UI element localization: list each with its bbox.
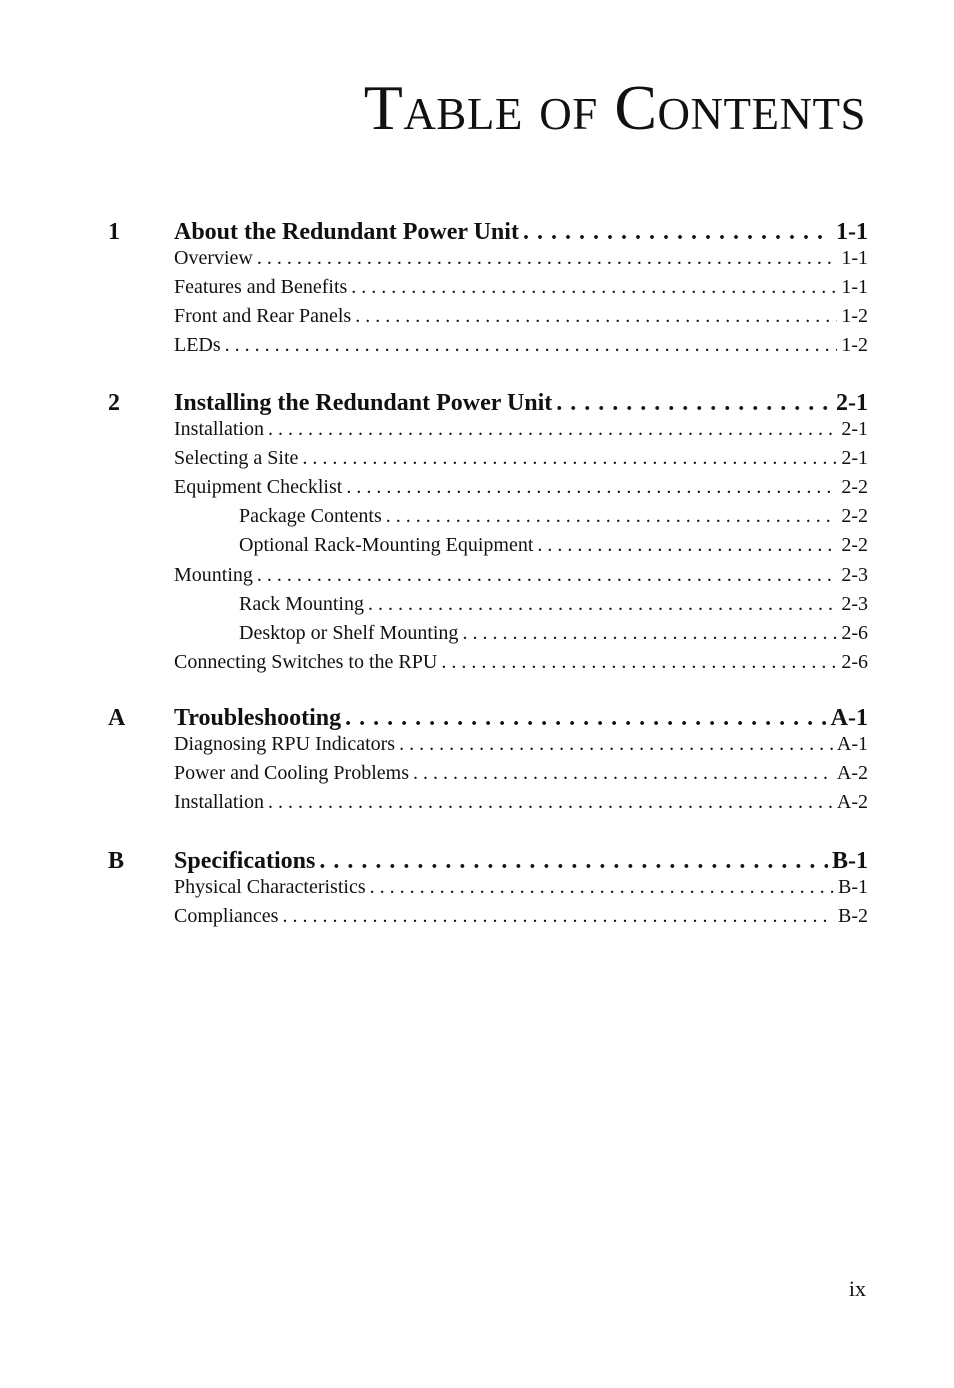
entry-label: Installation bbox=[174, 791, 264, 814]
entry-page-number: 2-1 bbox=[841, 447, 868, 470]
dot-leader bbox=[537, 534, 837, 557]
entry-label: Compliances bbox=[174, 905, 279, 928]
toc-entry[interactable] bbox=[174, 564, 868, 590]
entry-line bbox=[239, 505, 868, 531]
entry-line bbox=[239, 534, 868, 560]
entry-page-number: B-2 bbox=[838, 905, 868, 928]
entry-line bbox=[174, 876, 868, 902]
toc-entry[interactable] bbox=[174, 418, 868, 444]
toc-entry[interactable] bbox=[174, 276, 868, 302]
dot-leader bbox=[257, 247, 837, 270]
toc-entry[interactable] bbox=[174, 876, 868, 902]
entry-page-number: 2-3 bbox=[841, 563, 868, 586]
entry-line bbox=[174, 791, 868, 817]
entry-line bbox=[174, 247, 868, 273]
dot-leader bbox=[268, 791, 833, 814]
dot-leader bbox=[462, 622, 837, 645]
toc-entry[interactable] bbox=[174, 733, 868, 759]
chapter-page-number: 1-1 bbox=[836, 219, 868, 245]
chapter-page-number: B-1 bbox=[832, 848, 868, 874]
entry-page-number: A-2 bbox=[836, 762, 868, 785]
entry-page-number: A-2 bbox=[836, 791, 868, 814]
chapter-title: About the Redundant Power Unit bbox=[174, 219, 519, 245]
entry-line bbox=[174, 447, 868, 473]
entry-page-number: 1-1 bbox=[841, 276, 868, 299]
entry-line bbox=[174, 476, 868, 502]
chapter-line bbox=[174, 848, 868, 878]
dot-leader bbox=[523, 219, 832, 246]
dot-leader bbox=[268, 418, 837, 441]
entry-label: Physical Characteristics bbox=[174, 876, 366, 898]
entry-page-number: 2-3 bbox=[841, 592, 868, 615]
toc-subentry[interactable] bbox=[239, 593, 868, 619]
entry-line bbox=[174, 651, 868, 677]
entry-label: Desktop or Shelf Mounting bbox=[239, 621, 459, 644]
page-title: Table of Contents bbox=[363, 72, 866, 143]
dot-leader bbox=[370, 876, 834, 899]
toc-entry[interactable] bbox=[174, 334, 868, 360]
entry-line bbox=[174, 733, 868, 759]
dot-leader bbox=[556, 390, 832, 417]
toc-chapter[interactable] bbox=[108, 219, 868, 249]
dot-leader bbox=[225, 334, 838, 357]
entry-page-number: B-1 bbox=[838, 876, 868, 898]
entry-label: Mounting bbox=[174, 563, 253, 586]
toc-subentry[interactable] bbox=[239, 534, 868, 560]
entry-label: Front and Rear Panels bbox=[174, 305, 352, 328]
dot-leader bbox=[441, 651, 837, 674]
entry-page-number: 1-2 bbox=[841, 305, 868, 328]
entry-label: Features and Benefits bbox=[174, 276, 348, 299]
entry-label: Optional Rack-Mounting Equipment bbox=[239, 534, 534, 557]
toc-entry[interactable] bbox=[174, 305, 868, 331]
entry-page-number: 2-2 bbox=[841, 505, 868, 528]
chapter-title: Installing the Redundant Power Unit bbox=[174, 390, 553, 416]
chapter-line bbox=[174, 390, 868, 420]
toc-entry[interactable] bbox=[174, 762, 868, 788]
entry-label: Connecting Switches to the RPU bbox=[174, 650, 438, 673]
dot-leader bbox=[368, 593, 837, 616]
dot-leader bbox=[355, 305, 837, 328]
chapter-number: 1 bbox=[108, 219, 120, 245]
toc-entry[interactable] bbox=[174, 447, 868, 473]
dot-leader bbox=[351, 276, 837, 299]
chapter-line bbox=[174, 705, 868, 735]
entry-page-number: A-1 bbox=[836, 733, 868, 755]
entry-line bbox=[174, 905, 868, 931]
entry-page-number: 2-2 bbox=[841, 534, 868, 557]
entry-page-number: 1-1 bbox=[841, 247, 868, 269]
entry-label: Equipment Checklist bbox=[174, 476, 343, 499]
dot-leader bbox=[319, 848, 828, 875]
dot-leader bbox=[399, 733, 833, 756]
toc-entry[interactable] bbox=[174, 476, 868, 502]
toc-chapter[interactable] bbox=[108, 390, 868, 420]
toc-subentry[interactable] bbox=[239, 505, 868, 531]
entry-label: Overview bbox=[174, 247, 253, 269]
entry-label: Power and Cooling Problems bbox=[174, 762, 409, 785]
chapter-page-number: 2-1 bbox=[836, 390, 868, 416]
chapter-number: B bbox=[108, 848, 125, 874]
entry-line bbox=[174, 418, 868, 444]
entry-label: Installation bbox=[174, 418, 264, 440]
chapter-number: 2 bbox=[108, 390, 120, 416]
chapter-title: Troubleshooting bbox=[174, 705, 342, 731]
entry-label: Diagnosing RPU Indicators bbox=[174, 733, 396, 755]
dot-leader bbox=[346, 476, 837, 499]
dot-leader bbox=[345, 705, 827, 732]
chapter-page-number: A-1 bbox=[830, 705, 868, 731]
entry-line bbox=[174, 305, 868, 331]
dot-leader bbox=[386, 505, 838, 528]
dot-leader bbox=[302, 447, 837, 470]
toc-entry[interactable] bbox=[174, 791, 868, 817]
chapter-title: Specifications bbox=[174, 848, 316, 874]
entry-page-number: 1-2 bbox=[841, 334, 868, 357]
entry-page-number: 2-6 bbox=[841, 650, 868, 673]
dot-leader bbox=[413, 762, 833, 785]
dot-leader bbox=[282, 905, 834, 928]
toc-entry[interactable] bbox=[174, 651, 868, 677]
entry-page-number: 2-6 bbox=[841, 621, 868, 644]
entry-label: Rack Mounting bbox=[239, 592, 364, 615]
entry-page-number: 2-1 bbox=[841, 418, 868, 440]
entry-line bbox=[239, 622, 868, 648]
page-number: ix bbox=[848, 1276, 866, 1301]
toc-entry[interactable] bbox=[174, 247, 868, 273]
entry-line bbox=[174, 334, 868, 360]
entry-label: Selecting a Site bbox=[174, 447, 299, 470]
chapter-number: A bbox=[108, 705, 126, 731]
toc-subentry[interactable] bbox=[239, 622, 868, 648]
entry-line bbox=[174, 276, 868, 302]
toc-chapter[interactable] bbox=[108, 705, 868, 735]
entry-label: LEDs bbox=[174, 334, 221, 357]
toc-chapter[interactable] bbox=[108, 848, 868, 878]
dot-leader bbox=[257, 564, 837, 587]
entry-label: Package Contents bbox=[239, 505, 382, 528]
chapter-line bbox=[174, 219, 868, 249]
entry-line bbox=[239, 593, 868, 619]
entry-page-number: 2-2 bbox=[841, 476, 868, 499]
toc-entry[interactable] bbox=[174, 905, 868, 931]
entry-line bbox=[174, 564, 868, 590]
entry-line bbox=[174, 762, 868, 788]
